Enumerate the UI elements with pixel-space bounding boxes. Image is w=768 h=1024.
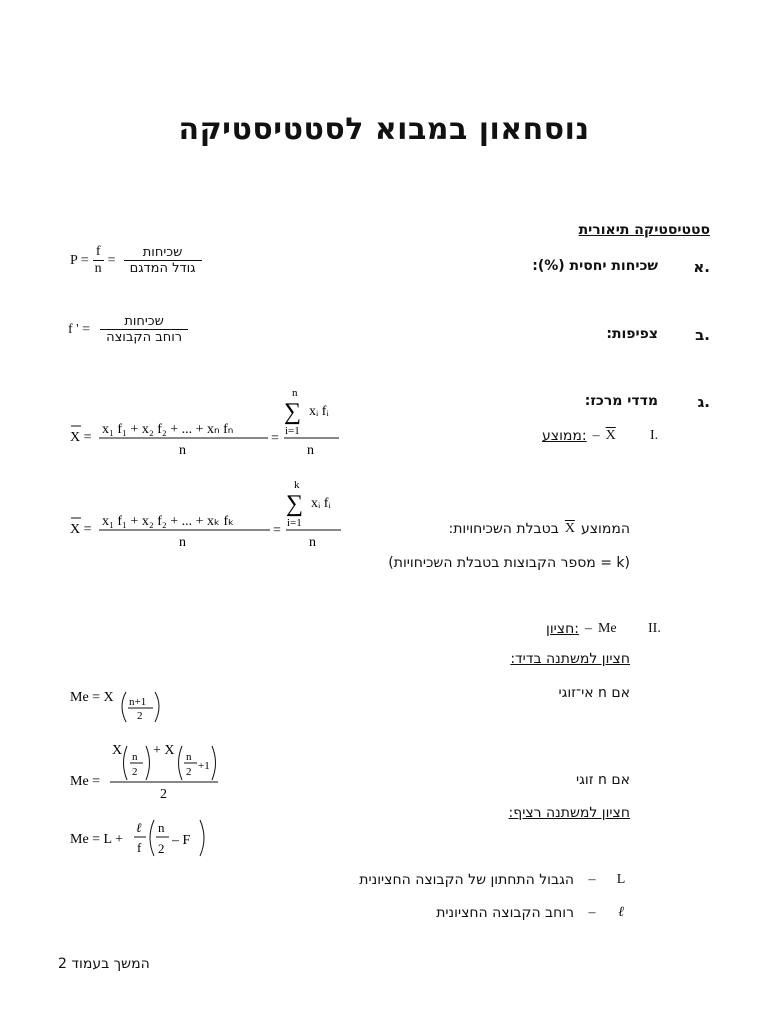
formula-denominator: n	[179, 535, 186, 550]
plus-x2: + X	[153, 743, 175, 758]
mean-symbol: $\overline{X}$	[605, 428, 616, 443]
mean-table-formula	[66, 474, 366, 554]
mean-formula	[66, 382, 366, 462]
formula-numerator-text: שכיחות	[124, 314, 164, 329]
item-c-letter: ג.	[697, 393, 710, 411]
sum-term: xᵢ fᵢ	[309, 404, 329, 419]
sum-upper-limit: n	[292, 387, 298, 399]
median-even-formula	[66, 738, 236, 804]
formula-lhs: X =	[70, 430, 92, 445]
x2-plus-one: +1	[198, 760, 210, 772]
definition-text: הגבול התחתון של הקבוצה החציונית	[359, 872, 574, 888]
sum-lower-limit: i=1	[285, 425, 300, 437]
left-paren-icon	[179, 746, 183, 780]
two-symbol: 2	[158, 841, 165, 856]
mean-label: ממוצע:	[542, 428, 587, 444]
formula-equals: =	[271, 431, 279, 446]
sum-term: xᵢ fᵢ	[311, 496, 331, 511]
page-title: נוסחאון במבוא לסטטיסטיקה	[178, 112, 590, 147]
median-heading	[546, 621, 617, 637]
formula-lhs: X =	[70, 522, 92, 537]
mean-dash: –	[592, 428, 600, 443]
mean-table-prefix: הממוצע	[580, 521, 630, 537]
formula-lhs: Me = X	[70, 690, 114, 705]
median-dash: –	[584, 621, 592, 636]
left-paren-icon	[150, 820, 154, 856]
sum-upper-limit: k	[294, 479, 300, 491]
x1-denominator: 2	[132, 766, 138, 778]
definition-symbol: ℓ	[618, 905, 624, 920]
mean-table-text	[449, 521, 631, 537]
right-paren-icon	[212, 746, 216, 780]
formula-numerator: x₁ f₁ + x₂ f₂ + ... + xₙ fₙ	[102, 422, 234, 437]
formula-denominator: n	[179, 443, 186, 458]
formula-denominator: n	[94, 261, 102, 276]
formula-equals: =	[273, 523, 281, 538]
x2-numerator: n	[186, 751, 192, 763]
formula-numerator-text: שכיחות	[142, 245, 183, 260]
formula-lhs: f ' =	[68, 321, 91, 337]
sum-lower-limit: i=1	[287, 517, 302, 529]
formula-lhs: P =	[70, 252, 89, 268]
mean-roman: I.	[650, 428, 659, 443]
median-symbol: Me	[597, 621, 617, 636]
sigma-icon: ∑	[284, 399, 302, 425]
n-symbol: n	[158, 820, 165, 835]
median-odd-formula	[66, 684, 186, 728]
x1-symbol: X	[112, 743, 123, 758]
left-paren-icon	[124, 746, 128, 780]
f-symbol: f	[137, 840, 142, 855]
ell-symbol: ℓ	[136, 820, 142, 835]
item-a-label: שכיחות יחסית (%):	[532, 258, 658, 274]
definition-row	[310, 905, 632, 921]
x2-denominator: 2	[186, 766, 192, 778]
median-odd-text: אם n אי־זוגי	[558, 685, 630, 701]
k-note: (k = מספר הקבוצות בטבלת השכיחויות)	[388, 555, 630, 571]
sub-denominator: 2	[137, 710, 143, 722]
formula-numerator: x₁ f₁ + x₂ f₂ + ... + xₖ fₖ	[102, 514, 235, 529]
density-formula	[68, 314, 188, 345]
formula-numerator: f	[95, 244, 101, 259]
definition-text: רוחב הקבוצה החציונית	[436, 905, 574, 921]
formula-denominator: n	[307, 443, 314, 458]
definition-dash: –	[588, 905, 596, 920]
formula-denominator-text: רוחב הקבוצה	[100, 329, 188, 345]
median-continuous-label: חציון למשתנה רציף:	[508, 805, 630, 821]
median-even-text: אם n זוגי	[576, 772, 630, 788]
page-continuation-note: המשך בעמוד 2	[58, 956, 150, 972]
mean-heading	[542, 428, 616, 444]
formula-lhs: Me =	[70, 774, 101, 789]
relative-frequency-formula	[70, 244, 202, 277]
right-paren-icon	[155, 692, 159, 722]
mean-table-symbol: X	[564, 521, 575, 536]
right-paren-icon	[146, 746, 150, 780]
formula-denominator-text: גודל המדגם	[124, 260, 202, 276]
definition-symbol: L	[616, 872, 626, 887]
median-continuous-formula	[66, 816, 216, 864]
formula-denominator: n	[309, 535, 316, 550]
formula-denominator: 2	[160, 787, 167, 802]
item-a-letter: א.	[693, 258, 710, 276]
item-c-label: מדדי מרכז:	[584, 393, 658, 409]
sigma-icon: ∑	[286, 491, 304, 517]
median-discrete-label: חציון למשתנה בדיד:	[510, 651, 630, 667]
formula-lhs: Me = L +	[70, 832, 123, 847]
item-b-label: צפיפות:	[606, 326, 658, 342]
section-heading: סטטיסטיקה תיאורית	[578, 222, 710, 238]
median-roman: II.	[648, 621, 661, 636]
x1-numerator: n	[132, 751, 138, 763]
sub-numerator: n+1	[129, 696, 147, 708]
definition-row	[310, 872, 632, 888]
median-label: חציון:	[546, 621, 579, 637]
definition-dash: –	[588, 872, 596, 887]
mean-table-suffix: בטבלת השכיחויות:	[448, 521, 559, 537]
minus-f: – F	[172, 833, 191, 848]
left-paren-icon	[122, 692, 126, 722]
right-paren-icon	[200, 820, 204, 856]
formula-equals: =	[107, 252, 116, 268]
item-b-letter: ב.	[695, 326, 710, 344]
